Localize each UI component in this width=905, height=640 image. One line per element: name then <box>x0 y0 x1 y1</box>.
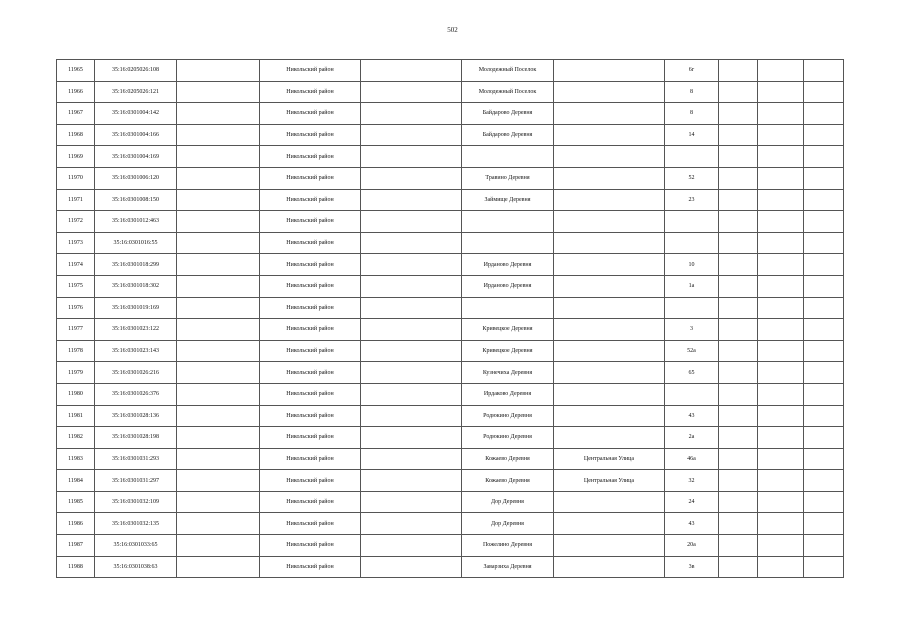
district-cell: Никольский район <box>260 319 361 341</box>
table-row <box>57 319 844 341</box>
blank-cell <box>804 232 844 254</box>
table-row <box>57 189 844 211</box>
cadastral-number-cell: 35:16:0301004:142 <box>95 103 177 125</box>
blank-cell <box>361 513 462 535</box>
settlement-cell <box>462 232 554 254</box>
blank-cell <box>758 340 804 362</box>
settlement-cell: Кожаево Деревня <box>462 448 554 470</box>
house-number-cell: 10 <box>665 254 719 276</box>
street-cell <box>554 254 665 276</box>
table-row <box>57 146 844 168</box>
blank-cell <box>719 470 758 492</box>
settlement-cell: Заварзиха Деревня <box>462 556 554 578</box>
street-cell: Центральная Улица <box>554 470 665 492</box>
blank-cell <box>177 448 260 470</box>
row-number-cell: 11987 <box>57 535 95 557</box>
blank-cell <box>719 513 758 535</box>
blank-cell <box>758 491 804 513</box>
street-cell <box>554 383 665 405</box>
cadastral-number-cell: 35:16:0205026:121 <box>95 81 177 103</box>
blank-cell <box>758 427 804 449</box>
table-row <box>57 470 844 492</box>
row-number-cell: 11970 <box>57 167 95 189</box>
blank-cell <box>758 189 804 211</box>
blank-cell <box>361 470 462 492</box>
blank-cell <box>804 297 844 319</box>
cadastral-number-cell: 35:16:0301004:166 <box>95 124 177 146</box>
settlement-cell: Ирданово Деревня <box>462 275 554 297</box>
blank-cell <box>177 275 260 297</box>
table-row <box>57 405 844 427</box>
blank-cell <box>758 297 804 319</box>
blank-cell <box>719 103 758 125</box>
blank-cell <box>804 81 844 103</box>
blank-cell <box>758 211 804 233</box>
street-cell <box>554 146 665 168</box>
blank-cell <box>361 146 462 168</box>
blank-cell <box>719 427 758 449</box>
district-cell: Никольский район <box>260 232 361 254</box>
row-number-cell: 11981 <box>57 405 95 427</box>
table-row <box>57 297 844 319</box>
blank-cell <box>804 535 844 557</box>
blank-cell <box>804 556 844 578</box>
registry-rows <box>57 60 844 578</box>
street-cell <box>554 189 665 211</box>
street-cell <box>554 81 665 103</box>
blank-cell <box>804 146 844 168</box>
cadastral-number-cell: 35:16:0301019:169 <box>95 297 177 319</box>
street-cell <box>554 211 665 233</box>
blank-cell <box>719 319 758 341</box>
table-row <box>57 167 844 189</box>
street-cell <box>554 167 665 189</box>
table-row <box>57 556 844 578</box>
blank-cell <box>361 556 462 578</box>
settlement-cell <box>462 211 554 233</box>
house-number-cell: 23 <box>665 189 719 211</box>
street-cell <box>554 405 665 427</box>
cadastral-number-cell: 35:16:0301026:216 <box>95 362 177 384</box>
row-number-cell: 11965 <box>57 60 95 82</box>
cadastral-number-cell: 35:16:0301023:122 <box>95 319 177 341</box>
row-number-cell: 11975 <box>57 275 95 297</box>
blank-cell <box>361 232 462 254</box>
house-number-cell: 20а <box>665 535 719 557</box>
table-row <box>57 491 844 513</box>
blank-cell <box>758 254 804 276</box>
row-number-cell: 11972 <box>57 211 95 233</box>
blank-cell <box>758 448 804 470</box>
blank-cell <box>361 275 462 297</box>
blank-cell <box>719 448 758 470</box>
table-row <box>57 211 844 233</box>
house-number-cell: 1а <box>665 275 719 297</box>
blank-cell <box>361 124 462 146</box>
blank-cell <box>177 297 260 319</box>
cadastral-number-cell: 35:16:0301018:302 <box>95 275 177 297</box>
house-number-cell: 24 <box>665 491 719 513</box>
street-cell <box>554 124 665 146</box>
cadastral-number-cell: 35:16:0301026:376 <box>95 383 177 405</box>
blank-cell <box>177 167 260 189</box>
blank-cell <box>361 491 462 513</box>
blank-cell <box>177 362 260 384</box>
cadastral-number-cell: 35:16:0301028:198 <box>95 427 177 449</box>
district-cell: Никольский район <box>260 60 361 82</box>
settlement-cell: Дор Деревня <box>462 513 554 535</box>
blank-cell <box>804 254 844 276</box>
street-cell <box>554 275 665 297</box>
district-cell: Никольский район <box>260 383 361 405</box>
row-number-cell: 11988 <box>57 556 95 578</box>
district-cell: Никольский район <box>260 103 361 125</box>
blank-cell <box>361 362 462 384</box>
house-number-cell: 8 <box>665 81 719 103</box>
settlement-cell: Родюкино Деревня <box>462 427 554 449</box>
row-number-cell: 11968 <box>57 124 95 146</box>
blank-cell <box>719 146 758 168</box>
cadastral-number-cell: 35:16:0301018:299 <box>95 254 177 276</box>
blank-cell <box>758 103 804 125</box>
blank-cell <box>177 81 260 103</box>
cadastral-number-cell: 35:16:0301038:63 <box>95 556 177 578</box>
district-cell: Никольский район <box>260 470 361 492</box>
district-cell: Никольский район <box>260 254 361 276</box>
blank-cell <box>719 535 758 557</box>
row-number-cell: 11977 <box>57 319 95 341</box>
blank-cell <box>719 81 758 103</box>
blank-cell <box>758 146 804 168</box>
street-cell <box>554 340 665 362</box>
settlement-cell: Ирданово Деревня <box>462 254 554 276</box>
table-row <box>57 124 844 146</box>
row-number-cell: 11985 <box>57 491 95 513</box>
district-cell: Никольский район <box>260 146 361 168</box>
house-number-cell <box>665 297 719 319</box>
district-cell: Никольский район <box>260 189 361 211</box>
blank-cell <box>361 319 462 341</box>
cadastral-number-cell: 35:16:0301031:297 <box>95 470 177 492</box>
blank-cell <box>719 189 758 211</box>
house-number-cell: 65 <box>665 362 719 384</box>
street-cell: Центральная Улица <box>554 448 665 470</box>
district-cell: Никольский район <box>260 491 361 513</box>
blank-cell <box>719 383 758 405</box>
blank-cell <box>719 211 758 233</box>
street-cell <box>554 319 665 341</box>
blank-cell <box>177 124 260 146</box>
table-row <box>57 254 844 276</box>
table-row <box>57 60 844 82</box>
settlement-cell <box>462 146 554 168</box>
blank-cell <box>804 103 844 125</box>
blank-cell <box>361 254 462 276</box>
blank-cell <box>804 448 844 470</box>
blank-cell <box>719 60 758 82</box>
district-cell: Никольский район <box>260 448 361 470</box>
blank-cell <box>361 535 462 557</box>
blank-cell <box>758 167 804 189</box>
blank-cell <box>719 232 758 254</box>
blank-cell <box>719 405 758 427</box>
blank-cell <box>719 362 758 384</box>
blank-cell <box>361 81 462 103</box>
settlement-cell: Молодежный Поселок <box>462 60 554 82</box>
blank-cell <box>177 427 260 449</box>
row-number-cell: 11969 <box>57 146 95 168</box>
blank-cell <box>804 60 844 82</box>
cadastral-number-cell: 35:16:0301031:293 <box>95 448 177 470</box>
blank-cell <box>361 383 462 405</box>
settlement-cell: Байдарово Деревня <box>462 103 554 125</box>
row-number-cell: 11983 <box>57 448 95 470</box>
district-cell: Никольский район <box>260 535 361 557</box>
house-number-cell: 52 <box>665 167 719 189</box>
cadastral-number-cell: 35:16:0301032:109 <box>95 491 177 513</box>
blank-cell <box>361 167 462 189</box>
settlement-cell: Молодежный Поселок <box>462 81 554 103</box>
row-number-cell: 11973 <box>57 232 95 254</box>
blank-cell <box>804 362 844 384</box>
blank-cell <box>719 254 758 276</box>
table-row <box>57 383 844 405</box>
blank-cell <box>758 470 804 492</box>
blank-cell <box>177 556 260 578</box>
district-cell: Никольский район <box>260 427 361 449</box>
house-number-cell: 8 <box>665 103 719 125</box>
house-number-cell <box>665 146 719 168</box>
row-number-cell: 11979 <box>57 362 95 384</box>
table-row <box>57 103 844 125</box>
street-cell <box>554 362 665 384</box>
blank-cell <box>177 383 260 405</box>
house-number-cell: 14 <box>665 124 719 146</box>
blank-cell <box>758 556 804 578</box>
street-cell <box>554 60 665 82</box>
blank-cell <box>804 189 844 211</box>
settlement-cell: Дор Деревня <box>462 491 554 513</box>
street-cell <box>554 232 665 254</box>
table-row <box>57 81 844 103</box>
district-cell: Никольский район <box>260 297 361 319</box>
row-number-cell: 11984 <box>57 470 95 492</box>
settlement-cell: Ирдаково Деревня <box>462 383 554 405</box>
house-number-cell: 52а <box>665 340 719 362</box>
cadastral-number-cell: 35:16:0301016:55 <box>95 232 177 254</box>
blank-cell <box>361 297 462 319</box>
district-cell: Никольский район <box>260 340 361 362</box>
blank-cell <box>719 275 758 297</box>
blank-cell <box>758 275 804 297</box>
house-number-cell: 32 <box>665 470 719 492</box>
blank-cell <box>177 232 260 254</box>
settlement-cell <box>462 297 554 319</box>
blank-cell <box>177 211 260 233</box>
district-cell: Никольский район <box>260 513 361 535</box>
blank-cell <box>177 513 260 535</box>
street-cell <box>554 556 665 578</box>
blank-cell <box>804 491 844 513</box>
blank-cell <box>719 340 758 362</box>
table-row <box>57 362 844 384</box>
house-number-cell: 3 <box>665 319 719 341</box>
cadastral-number-cell: 35:16:0301033:65 <box>95 535 177 557</box>
blank-cell <box>804 319 844 341</box>
blank-cell <box>758 383 804 405</box>
cadastral-number-cell: 35:16:0301008:150 <box>95 189 177 211</box>
blank-cell <box>177 535 260 557</box>
blank-cell <box>177 60 260 82</box>
table-row <box>57 427 844 449</box>
blank-cell <box>361 211 462 233</box>
blank-cell <box>758 513 804 535</box>
house-number-cell <box>665 383 719 405</box>
row-number-cell: 11967 <box>57 103 95 125</box>
house-number-cell: 6г <box>665 60 719 82</box>
settlement-cell: Займище Деревня <box>462 189 554 211</box>
blank-cell <box>804 340 844 362</box>
house-number-cell: 2а <box>665 427 719 449</box>
blank-cell <box>758 232 804 254</box>
district-cell: Никольский район <box>260 167 361 189</box>
house-number-cell <box>665 232 719 254</box>
blank-cell <box>177 103 260 125</box>
street-cell <box>554 513 665 535</box>
blank-cell <box>177 254 260 276</box>
blank-cell <box>177 340 260 362</box>
blank-cell <box>719 167 758 189</box>
row-number-cell: 11971 <box>57 189 95 211</box>
blank-cell <box>177 146 260 168</box>
district-cell: Никольский район <box>260 275 361 297</box>
table-row <box>57 513 844 535</box>
blank-cell <box>804 427 844 449</box>
cadastral-number-cell: 35:16:0301023:143 <box>95 340 177 362</box>
blank-cell <box>719 297 758 319</box>
row-number-cell: 11986 <box>57 513 95 535</box>
blank-cell <box>758 319 804 341</box>
house-number-cell: 3в <box>665 556 719 578</box>
blank-cell <box>361 405 462 427</box>
street-cell <box>554 535 665 557</box>
blank-cell <box>758 362 804 384</box>
blank-cell <box>719 491 758 513</box>
blank-cell <box>804 513 844 535</box>
district-cell: Никольский район <box>260 556 361 578</box>
street-cell <box>554 427 665 449</box>
blank-cell <box>719 124 758 146</box>
district-cell: Никольский район <box>260 211 361 233</box>
house-number-cell <box>665 211 719 233</box>
district-cell: Никольский район <box>260 362 361 384</box>
blank-cell <box>758 535 804 557</box>
blank-cell <box>177 319 260 341</box>
cadastral-number-cell: 35:16:0301006:120 <box>95 167 177 189</box>
row-number-cell: 11980 <box>57 383 95 405</box>
table-row <box>57 232 844 254</box>
blank-cell <box>177 405 260 427</box>
blank-cell <box>804 470 844 492</box>
blank-cell <box>758 81 804 103</box>
cadastral-number-cell: 35:16:0301004:169 <box>95 146 177 168</box>
settlement-cell: Кривецкое Деревня <box>462 340 554 362</box>
district-cell: Никольский район <box>260 124 361 146</box>
blank-cell <box>361 340 462 362</box>
cadastral-number-cell: 35:16:0301032:135 <box>95 513 177 535</box>
blank-cell <box>361 448 462 470</box>
table-row <box>57 448 844 470</box>
row-number-cell: 11982 <box>57 427 95 449</box>
settlement-cell: Родюкино Деревня <box>462 405 554 427</box>
blank-cell <box>361 189 462 211</box>
row-number-cell: 11976 <box>57 297 95 319</box>
blank-cell <box>361 427 462 449</box>
blank-cell <box>177 189 260 211</box>
blank-cell <box>719 556 758 578</box>
blank-cell <box>758 405 804 427</box>
blank-cell <box>177 470 260 492</box>
blank-cell <box>804 124 844 146</box>
blank-cell <box>804 275 844 297</box>
settlement-cell: Кривецкое Деревня <box>462 319 554 341</box>
cadastral-number-cell: 35:16:0205026:108 <box>95 60 177 82</box>
table-row <box>57 275 844 297</box>
street-cell <box>554 103 665 125</box>
table-row <box>57 535 844 557</box>
blank-cell <box>758 124 804 146</box>
street-cell <box>554 297 665 319</box>
blank-cell <box>361 103 462 125</box>
house-number-cell: 46а <box>665 448 719 470</box>
page-number: 502 <box>447 26 458 34</box>
blank-cell <box>177 491 260 513</box>
settlement-cell: Кузнечиха Деревня <box>462 362 554 384</box>
row-number-cell: 11978 <box>57 340 95 362</box>
row-number-cell: 11974 <box>57 254 95 276</box>
row-number-cell: 11966 <box>57 81 95 103</box>
registry-table <box>56 59 844 578</box>
blank-cell <box>804 167 844 189</box>
settlement-cell: Кожаево Деревня <box>462 470 554 492</box>
settlement-cell: Байдарово Деревня <box>462 124 554 146</box>
cadastral-number-cell: 35:16:0301012:463 <box>95 211 177 233</box>
settlement-cell: Пожелино Деревня <box>462 535 554 557</box>
settlement-cell: Травино Деревня <box>462 167 554 189</box>
blank-cell <box>804 383 844 405</box>
house-number-cell: 43 <box>665 513 719 535</box>
blank-cell <box>804 405 844 427</box>
district-cell: Никольский район <box>260 81 361 103</box>
blank-cell <box>804 211 844 233</box>
street-cell <box>554 491 665 513</box>
district-cell: Никольский район <box>260 405 361 427</box>
blank-cell <box>758 60 804 82</box>
house-number-cell: 43 <box>665 405 719 427</box>
table-row <box>57 340 844 362</box>
blank-cell <box>361 60 462 82</box>
cadastral-number-cell: 35:16:0301028:136 <box>95 405 177 427</box>
